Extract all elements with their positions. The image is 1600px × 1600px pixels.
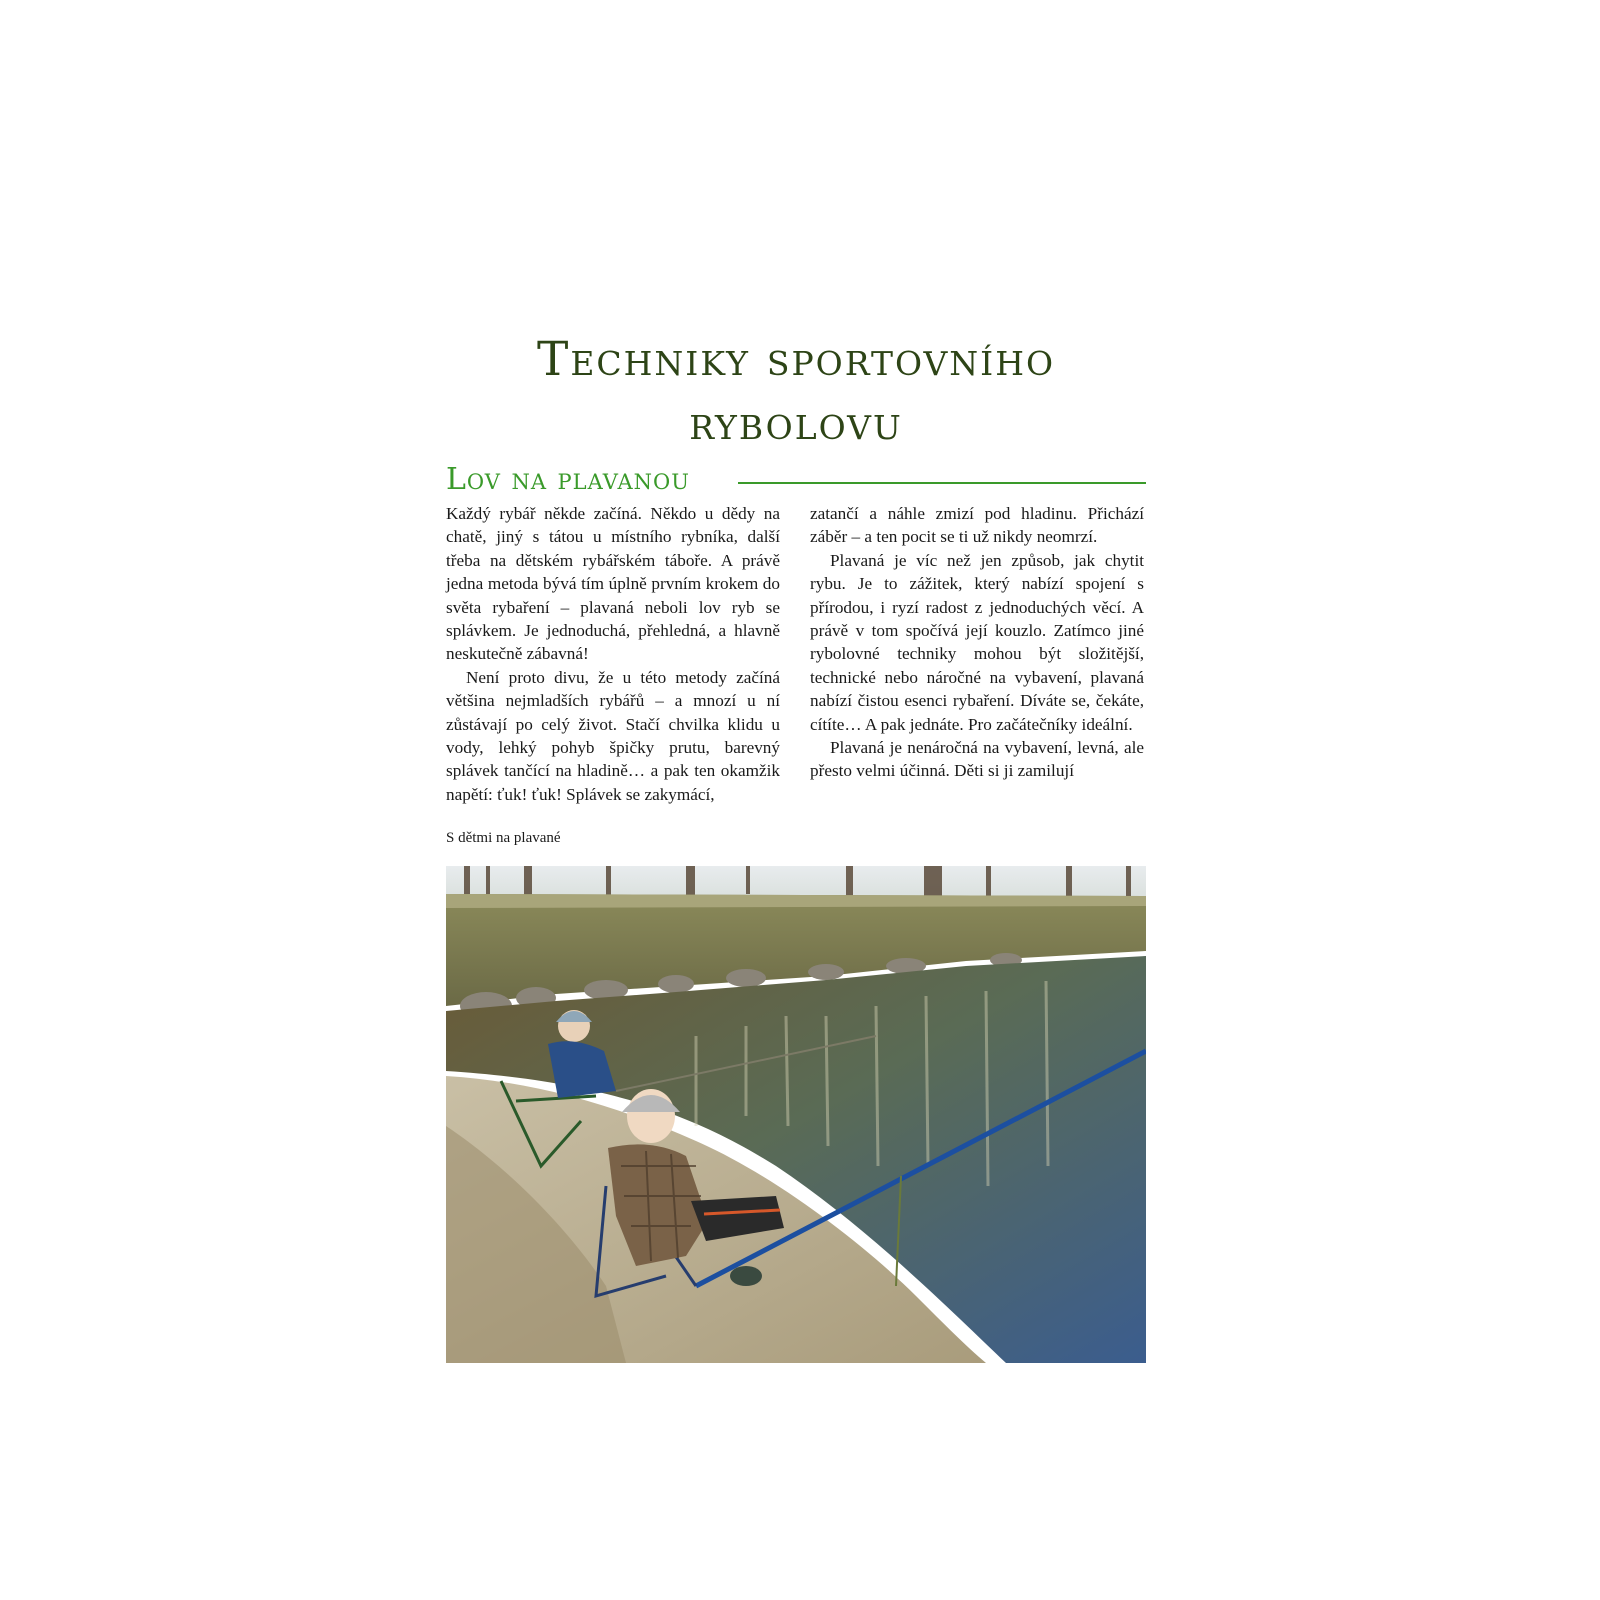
- figure-caption: S dětmi na plavané: [446, 830, 561, 846]
- section-divider: [738, 482, 1146, 484]
- page-title-line-2: rybolovu: [689, 396, 903, 451]
- paragraph: Není proto divu, že u této metody začíná většina nejmladších rybářů – a mnozí u ní zůstávají po celý život. Stačí chvilka klidu u vody, lehký pohyb špičky prutu, barevný splávek tančící na hladině… a pak ten okamžik napětí: ťuk! ťuk! Splávek se zakymácí,: [446, 667, 780, 804]
- page-title: [446, 328, 1146, 456]
- paragraph: Plavaná je víc než jen způsob, jak chytit rybu. Je to zážitek, který nabízí spojení s přírodou, i ryzí radost z jednoduchých věcí. A právě v tom spočívá její kouzlo. Zatímco jiné rybolovné techniky mohou být složitější, technické nebo náročné na vybavení, plavaná nabízí čistou esenci rybaření. Díváte se, čekáte, cítíte… A pak jednáte. Pro začátečníky ideální.: [810, 550, 1144, 734]
- paragraph: Plavaná je nenáročná na vybavení, levná, ale přesto velmi účinná. Děti si ji zamilují: [810, 738, 1144, 781]
- paragraph: zatančí a náhle zmizí pod hladinu. Přichází záběr – a ten pocit se ti už nikdy neomrzí.: [810, 504, 1144, 547]
- fishing-photo: [446, 866, 1146, 1363]
- section-title: Lov na plavanou: [446, 462, 690, 497]
- paragraph: Každý rybář někde začíná. Někdo u dědy na chatě, jiný s tátou u místního rybníka, další třeba na dětském rybářském táboře. A právě jedna metoda bývá tím úplně prvním krokem do světa rybaření – plavaná neboli lov ryb se splávkem. Je jednoduchá, přehledná, a hlavně neskutečně zábavná!: [446, 504, 780, 664]
- page-title-line-1: Techniky sportovního: [536, 332, 1056, 387]
- section-header: [446, 460, 1146, 500]
- text-column-left: [446, 502, 780, 806]
- text-column-right: [810, 502, 1144, 783]
